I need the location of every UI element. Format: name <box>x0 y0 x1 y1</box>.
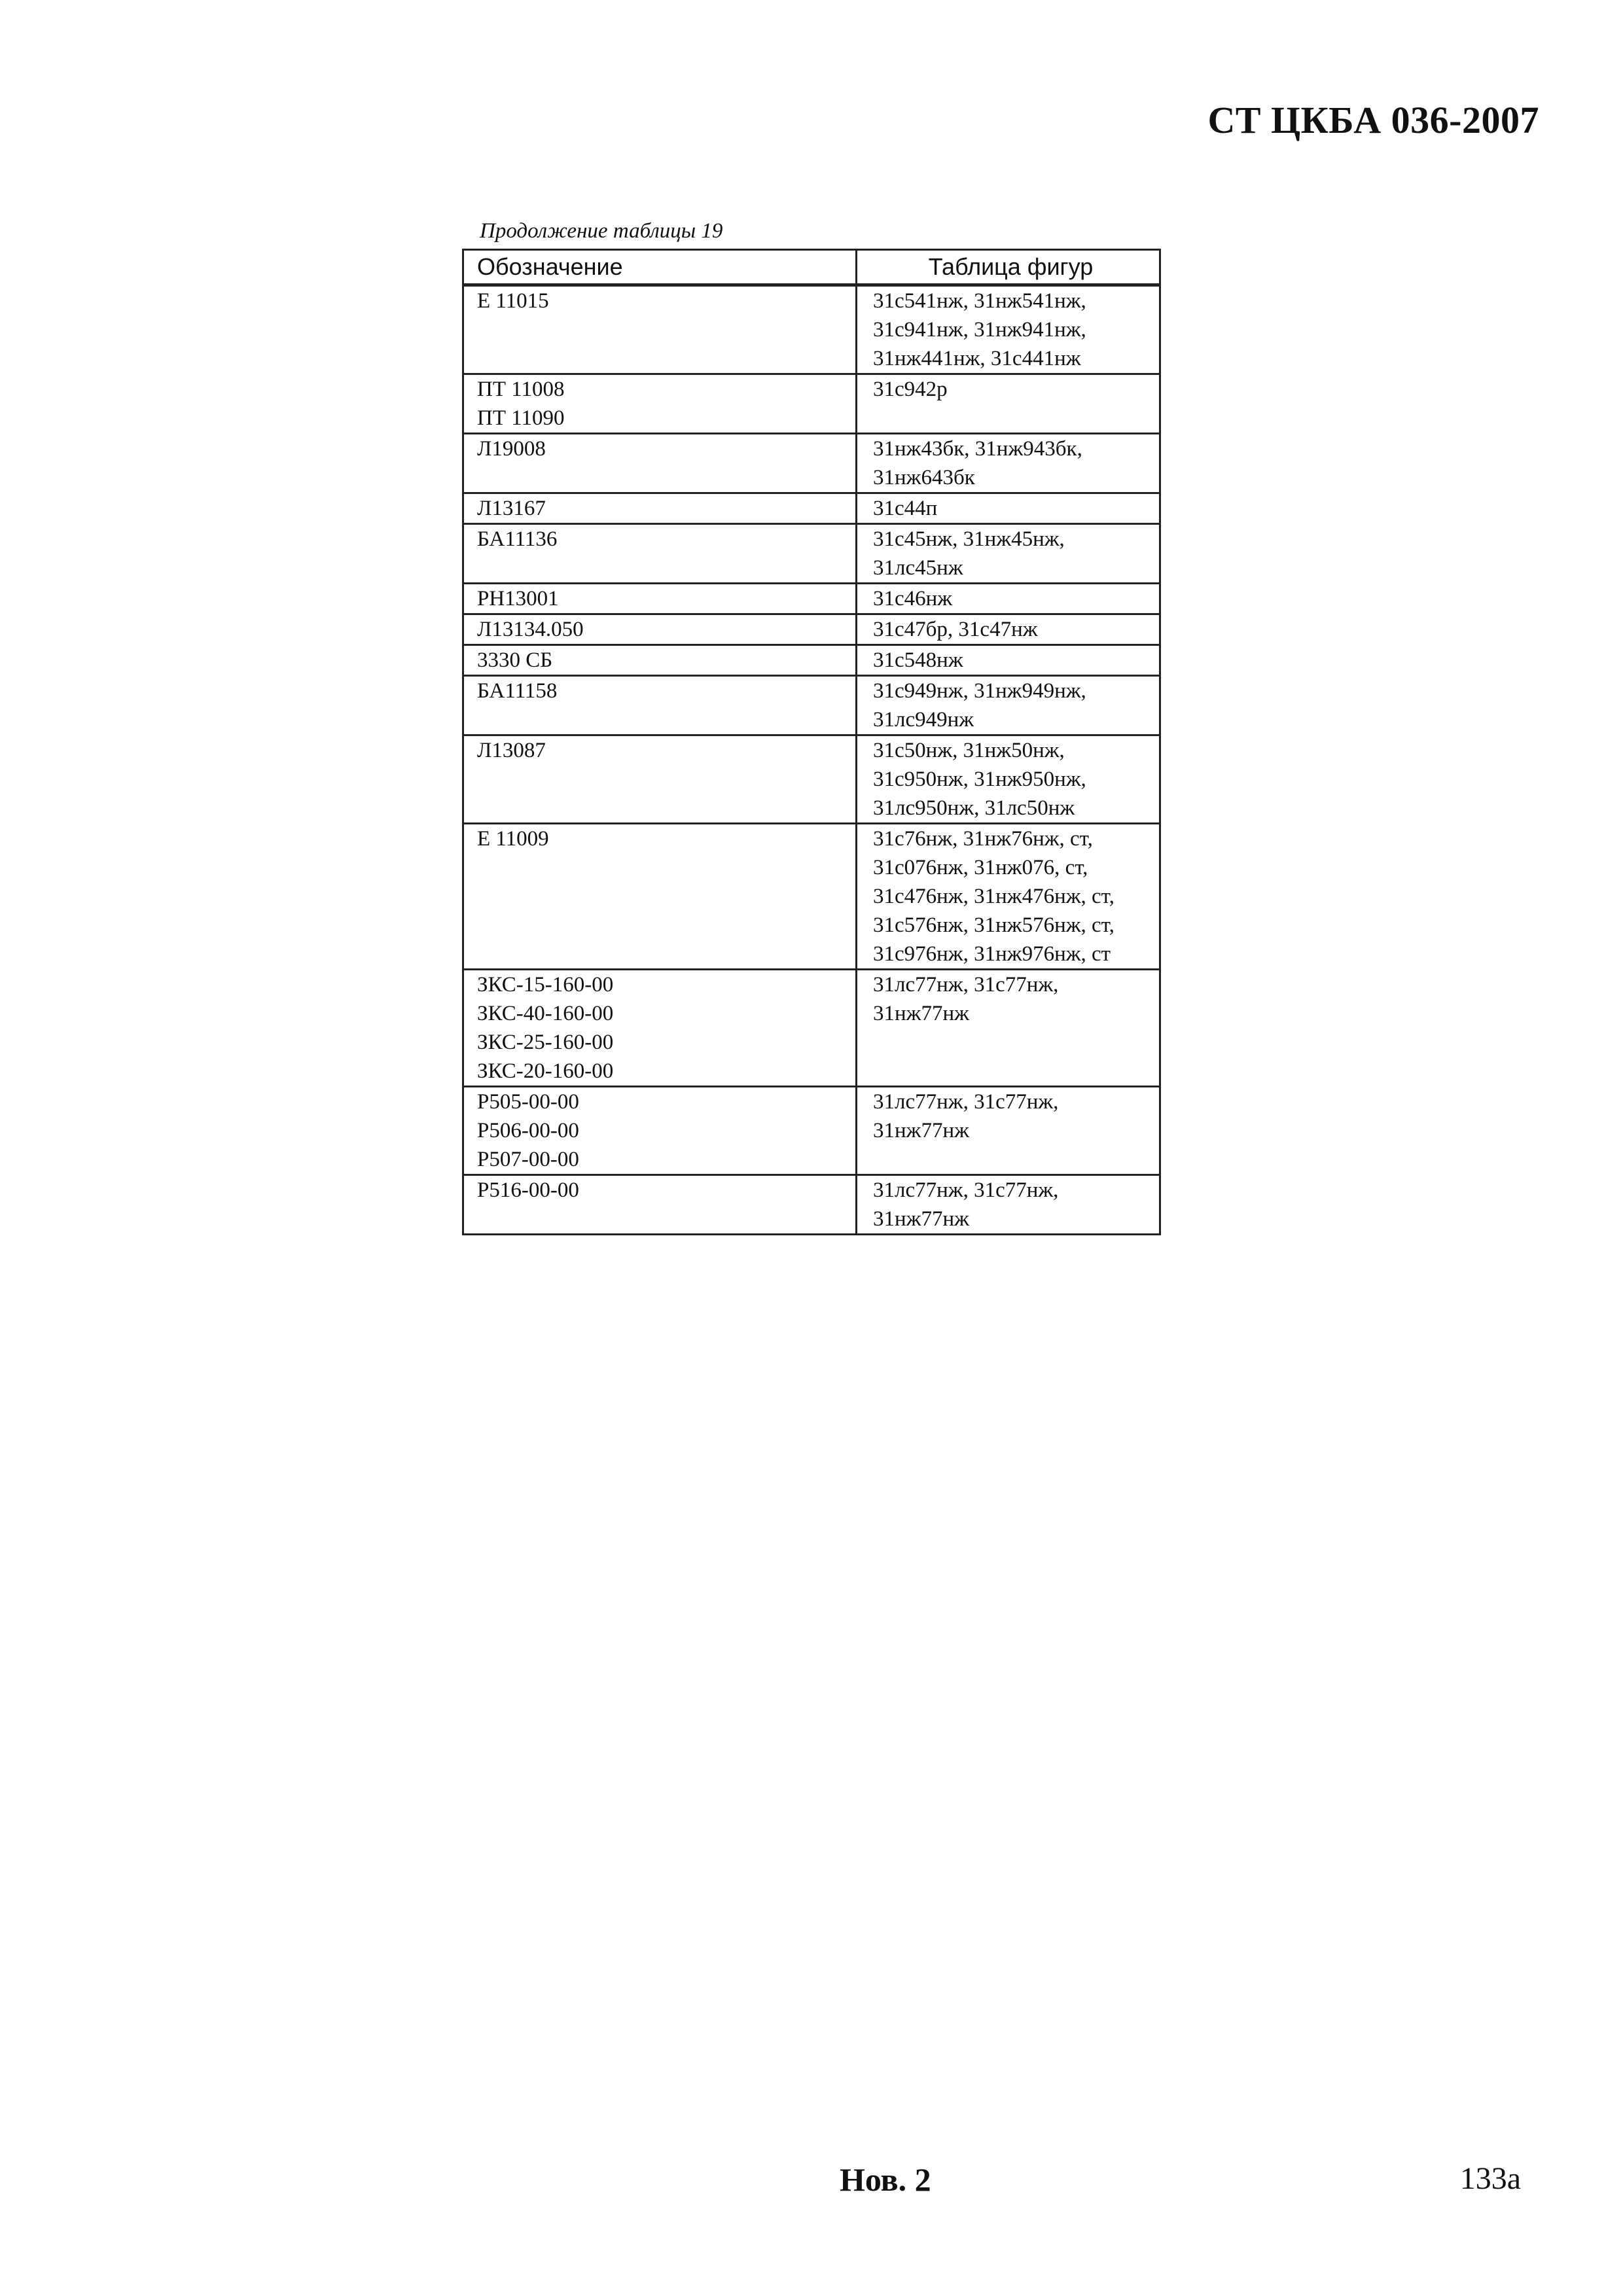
figure-list-line: 31с47бр, 31с47нж <box>873 618 1038 641</box>
table-row <box>463 434 1160 493</box>
table-row <box>463 735 1160 824</box>
figure-list-line: 31с950нж, 31нж950нж, <box>873 768 1086 791</box>
designation-cell <box>463 614 857 645</box>
designation-cell <box>463 645 857 676</box>
designation-code: Е 11009 <box>477 827 549 851</box>
figure-list-line: 31нж77нж <box>873 1002 969 1025</box>
figure-list-line: 31с76нж, 31нж76нж, ст, <box>873 827 1093 851</box>
designation-code: РН13001 <box>477 587 559 610</box>
figures-table <box>462 249 1161 1235</box>
figure-list-line: 31с44п <box>873 497 938 520</box>
designation-code: БА11158 <box>477 679 558 703</box>
figures-cell <box>857 285 1160 374</box>
figure-list-line: 31лс77нж, 31с77нж, <box>873 1090 1059 1114</box>
figure-list-line: 31нж77нж <box>873 1207 969 1231</box>
figure-list-line: 31с548нж <box>873 648 963 672</box>
designation-code: 3330 СБ <box>477 648 553 672</box>
figures-cell <box>857 584 1160 614</box>
designation-code: Л13167 <box>477 497 546 520</box>
designation-cell <box>463 434 857 493</box>
figure-list-line: 31лс77нж, 31с77нж, <box>873 973 1059 997</box>
designation-code: Р507-00-00 <box>477 1148 579 1171</box>
figures-cell <box>857 614 1160 645</box>
figures-cell <box>857 735 1160 824</box>
figure-list-line: 31с949нж, 31нж949нж, <box>873 679 1086 703</box>
figures-cell <box>857 645 1160 676</box>
designation-cell <box>463 676 857 735</box>
designation-cell <box>463 493 857 524</box>
table-row <box>463 584 1160 614</box>
designation-code: Р516-00-00 <box>477 1178 579 1202</box>
page-number: 133а <box>1459 2161 1521 2196</box>
designation-code: ПТ 11008 <box>477 378 565 401</box>
table-caption: Продолжение таблицы 19 <box>480 219 723 243</box>
figure-list-line: 31с941нж, 31нж941нж, <box>873 318 1086 342</box>
figure-list-line: 31лс950нж, 31лс50нж <box>873 796 1075 820</box>
table-row <box>463 1175 1160 1235</box>
figure-list-line: 31нж77нж <box>873 1119 969 1142</box>
table-row <box>463 524 1160 584</box>
figure-list-line: 31лс77нж, 31с77нж, <box>873 1178 1059 1202</box>
designation-code: Л13087 <box>477 739 546 762</box>
designation-cell <box>463 970 857 1087</box>
table-row <box>463 824 1160 970</box>
figures-cell <box>857 1087 1160 1175</box>
designation-code: ЗКС-15-160-00 <box>477 973 614 997</box>
designation-cell <box>463 524 857 584</box>
figures-cell <box>857 493 1160 524</box>
figure-list-line: 31лс45нж <box>873 556 963 580</box>
table-header-row <box>463 250 1160 285</box>
figures-cell <box>857 676 1160 735</box>
designation-cell <box>463 285 857 374</box>
figure-list-line: 31с45нж, 31нж45нж, <box>873 527 1065 551</box>
table-row <box>463 493 1160 524</box>
figures-cell <box>857 434 1160 493</box>
figure-list-line: 31нж43бк, 31нж943бк, <box>873 437 1082 461</box>
designation-cell <box>463 824 857 970</box>
designation-cell <box>463 374 857 434</box>
figures-cell <box>857 1175 1160 1235</box>
table-row <box>463 614 1160 645</box>
figure-list-line: 31нж441нж, 31с441нж <box>873 347 1081 370</box>
designation-cell <box>463 584 857 614</box>
table-body <box>463 285 1160 1235</box>
figure-list-line: 31с976нж, 31нж976нж, ст <box>873 942 1111 966</box>
table-row <box>463 374 1160 434</box>
figure-list-line: 31с541нж, 31нж541нж, <box>873 289 1086 313</box>
designation-code: Л13134.050 <box>477 618 584 641</box>
designation-cell <box>463 735 857 824</box>
designation-code: ЗКС-20-160-00 <box>477 1059 614 1083</box>
figure-list-line: 31с576нж, 31нж576нж, ст, <box>873 913 1115 937</box>
designation-code: ПТ 11090 <box>477 406 565 430</box>
designation-code: Р505-00-00 <box>477 1090 579 1114</box>
figure-list-line: 31с476нж, 31нж476нж, ст, <box>873 885 1115 908</box>
figure-list-line: 31с46нж <box>873 587 953 610</box>
figures-cell <box>857 970 1160 1087</box>
table-row <box>463 285 1160 374</box>
designation-code: ЗКС-25-160-00 <box>477 1031 614 1054</box>
designation-code: Е 11015 <box>477 289 549 313</box>
column-header-figures: Таблица фигур <box>857 250 1160 285</box>
figures-cell <box>857 374 1160 434</box>
designation-code: Р506-00-00 <box>477 1119 579 1142</box>
table-row <box>463 1087 1160 1175</box>
table-row <box>463 645 1160 676</box>
figure-list-line: 31с942р <box>873 378 948 401</box>
edition-label: Нов. 2 <box>840 2161 931 2198</box>
designation-cell <box>463 1175 857 1235</box>
table-row <box>463 676 1160 735</box>
figure-list-line: 31с076нж, 31нж076, ст, <box>873 856 1088 879</box>
table-row <box>463 970 1160 1087</box>
designation-code: БА11136 <box>477 527 558 551</box>
figures-cell <box>857 524 1160 584</box>
designation-cell <box>463 1087 857 1175</box>
figure-list-line: 31с50нж, 31нж50нж, <box>873 739 1065 762</box>
document-code: СТ ЦКБА 036-2007 <box>1207 99 1539 141</box>
figure-list-line: 31лс949нж <box>873 708 974 732</box>
designation-code: ЗКС-40-160-00 <box>477 1002 614 1025</box>
column-header-designation: Обозначение <box>463 250 857 285</box>
designation-code: Л19008 <box>477 437 546 461</box>
figures-cell <box>857 824 1160 970</box>
figure-list-line: 31нж643бк <box>873 466 975 489</box>
